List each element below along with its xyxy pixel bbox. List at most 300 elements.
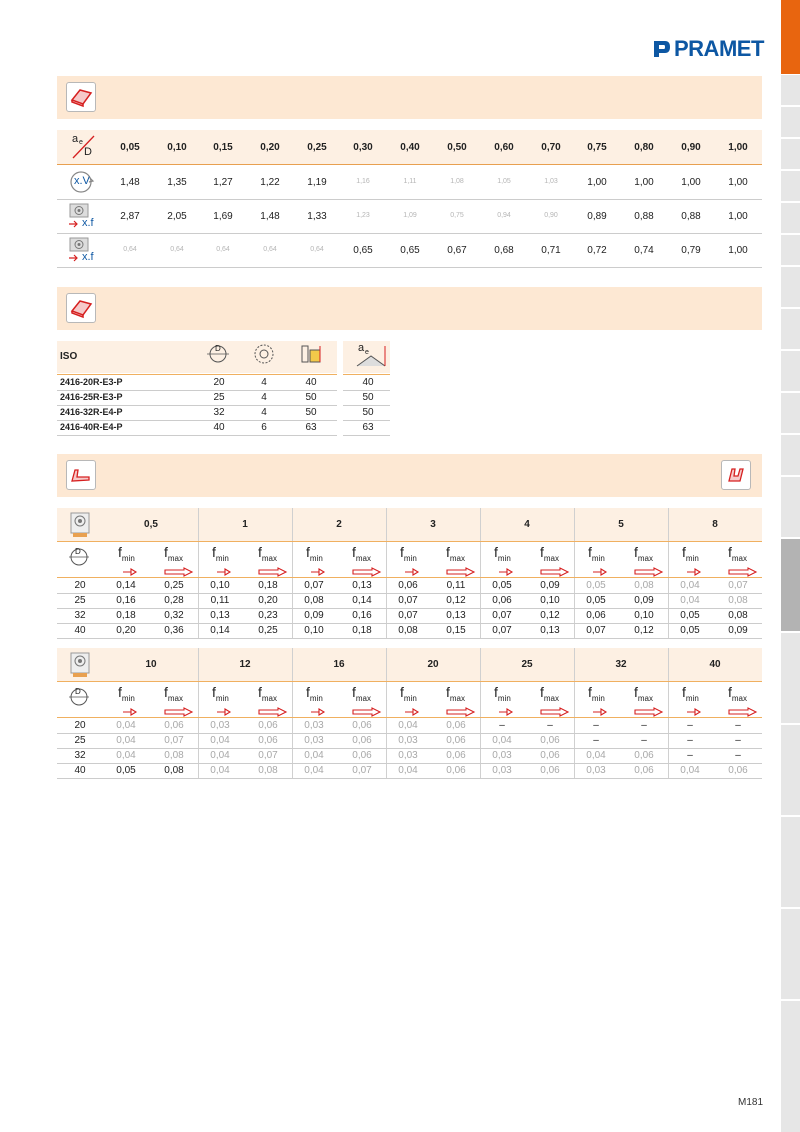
ae-icon-sub: e: [365, 349, 369, 356]
feed-value: 0,05: [116, 765, 136, 776]
table-cell: 0,88: [634, 211, 654, 222]
short-feed-arrow-icon: [309, 704, 327, 714]
depth-header: 1: [242, 519, 248, 530]
feed-value: –: [499, 720, 505, 731]
column-header: 0,20: [260, 142, 280, 153]
short-feed-arrow-icon: [685, 704, 703, 714]
f-symbol: f: [446, 684, 450, 700]
fmin-label: [306, 544, 323, 563]
depth-header: 5: [618, 519, 624, 530]
fmax-sub: max: [261, 553, 278, 563]
fmin-sub: min: [591, 553, 605, 563]
feed-value: –: [641, 735, 647, 746]
column-header: 0,70: [541, 142, 561, 153]
side-tab: [781, 1001, 800, 1132]
feed-value: 0,04: [304, 750, 324, 761]
feed-value: 0,08: [398, 625, 418, 636]
fmax-label: [634, 544, 653, 563]
fmin-label: [494, 544, 511, 563]
f-symbol: f: [728, 684, 732, 700]
brand-name: PRAMET: [674, 36, 764, 61]
table-cell: 1,11: [403, 178, 417, 185]
feed-value: 0,08: [164, 765, 184, 776]
feed-value: 0,07: [492, 610, 512, 621]
f-symbol: f: [588, 684, 592, 700]
feed-value: 0,10: [304, 625, 324, 636]
side-tab: [781, 633, 800, 723]
table-cell: 0,74: [634, 245, 654, 256]
row-divider: [57, 267, 762, 268]
side-tab-active: [781, 539, 800, 631]
diameter-value: 40: [74, 765, 86, 776]
depth-header: 40: [709, 659, 721, 670]
side-tab: [781, 351, 800, 391]
table-cell: 1,00: [681, 177, 701, 188]
feed-value: 0,04: [210, 765, 230, 776]
fmin-sub: min: [215, 693, 229, 703]
table-header-line: [57, 374, 337, 375]
feed-value: –: [641, 720, 647, 731]
feed-value: 0,16: [116, 595, 136, 606]
table-cell: 4: [261, 392, 267, 403]
diameter-value: 25: [74, 595, 86, 606]
f-symbol: f: [494, 544, 498, 560]
feed-value: 0,03: [586, 765, 606, 776]
feed-value: 0,04: [680, 765, 700, 776]
row-divider: [57, 748, 762, 749]
feed-value: 0,07: [586, 625, 606, 636]
fmin-sub: min: [497, 553, 511, 563]
feed-value: 0,06: [634, 750, 654, 761]
long-feed-arrow-icon: [634, 704, 664, 714]
feed-value: 0,25: [258, 625, 278, 636]
diameter-value: 32: [74, 610, 86, 621]
fmax-sub: max: [167, 693, 184, 703]
depth-header: 20: [427, 659, 439, 670]
fmax-sub: max: [355, 693, 372, 703]
material-plate-icon: [66, 293, 96, 323]
long-feed-arrow-icon: [258, 564, 288, 574]
page-number: M181: [738, 1097, 764, 1108]
feed-value: 0,07: [164, 735, 184, 746]
feed-value: 0,36: [164, 625, 184, 636]
table-cell: 0,72: [587, 245, 607, 256]
feed-value: 0,09: [304, 610, 324, 621]
short-feed-arrow-icon: [403, 564, 421, 574]
feed-value: 0,04: [116, 750, 136, 761]
table-cell: 0,64: [263, 246, 277, 253]
table-cell: 20: [213, 377, 225, 388]
long-feed-arrow-icon: [446, 704, 476, 714]
short-feed-arrow-icon: [121, 704, 139, 714]
feed-value: 0,18: [258, 580, 278, 591]
feed-value: 0,05: [680, 625, 700, 636]
depth-header: 2: [336, 519, 342, 530]
fmax-label: [728, 544, 747, 563]
depth-header: 0,5: [144, 519, 158, 530]
fmax-sub: max: [637, 553, 654, 563]
table-header-line: [57, 577, 762, 578]
iso-header: ISO: [60, 351, 78, 362]
feed-value: 0,11: [210, 595, 230, 606]
feed-value: 0,12: [634, 625, 654, 636]
long-feed-arrow-icon: [540, 704, 570, 714]
feed-value: 0,28: [164, 595, 184, 606]
feed-value: 0,05: [586, 580, 606, 591]
fmax-label: [540, 684, 559, 703]
column-divider: [574, 648, 575, 779]
feed-value: 0,04: [398, 720, 418, 731]
depth-header: 32: [615, 659, 627, 670]
short-feed-arrow-icon: [685, 564, 703, 574]
column-header: 0,15: [213, 142, 233, 153]
iso-code: 2416-25R-E3-P: [60, 392, 123, 402]
teeth-count-icon: [252, 343, 276, 365]
feed-value: –: [687, 750, 693, 761]
feed-value: 0,04: [492, 735, 512, 746]
table-cell: 40: [362, 377, 374, 388]
feed-value: 0,03: [492, 750, 512, 761]
table-cell: 63: [305, 422, 317, 433]
column-divider: [198, 508, 199, 639]
row-divider: [57, 405, 337, 406]
fmax-sub: max: [449, 693, 466, 703]
f-symbol: f: [682, 544, 686, 560]
row-divider: [57, 435, 337, 436]
section-band: [57, 287, 762, 330]
fmin-sub: min: [121, 693, 135, 703]
feed-value: 0,14: [352, 595, 372, 606]
short-feed-arrow-icon: [215, 564, 233, 574]
feed-value: 0,13: [446, 610, 466, 621]
row-divider: [57, 233, 762, 234]
fmax-label: [164, 684, 183, 703]
table-cell: 4: [261, 377, 267, 388]
fmin-sub: min: [215, 553, 229, 563]
column-divider: [574, 508, 575, 639]
side-tab: [781, 75, 800, 105]
diameter-value: 20: [74, 580, 86, 591]
feed-value: 0,15: [446, 625, 466, 636]
length-icon: [298, 342, 324, 366]
table-cell: 0,94: [497, 212, 511, 219]
short-feed-arrow-icon: [497, 564, 515, 574]
column-header: 0,80: [634, 142, 654, 153]
fmax-sub: max: [543, 693, 560, 703]
table-cell: 0,65: [353, 245, 373, 256]
f-symbol: f: [164, 544, 168, 560]
feed-value: 0,04: [210, 750, 230, 761]
fmax-sub: max: [449, 553, 466, 563]
feed-value: 0,25: [164, 580, 184, 591]
table-cell: 25: [213, 392, 225, 403]
table-cell: 0,64: [170, 246, 184, 253]
feed-value: 0,06: [586, 610, 606, 621]
fmin-label: [306, 684, 323, 703]
feed-value: 0,08: [728, 595, 748, 606]
side-tab: [781, 203, 800, 233]
fmax-sub: max: [637, 693, 654, 703]
feed-value: 0,06: [634, 765, 654, 776]
feed-value: 0,08: [728, 610, 748, 621]
table-cell: 1,19: [307, 177, 327, 188]
table-cell: 0,64: [310, 246, 324, 253]
long-feed-arrow-icon: [352, 564, 382, 574]
f-symbol: f: [352, 684, 356, 700]
depth-header: 4: [524, 519, 530, 530]
f-symbol: f: [634, 684, 638, 700]
column-header: 0,10: [167, 142, 187, 153]
feed-value: 0,12: [446, 595, 466, 606]
f-symbol: f: [728, 544, 732, 560]
table-cell: 2,87: [120, 211, 140, 222]
f-symbol: f: [634, 544, 638, 560]
table-cell: 0,90: [544, 212, 558, 219]
table-cell: 0,75: [450, 212, 464, 219]
row-divider: [57, 733, 762, 734]
feed-value: 0,18: [352, 625, 372, 636]
feed-value: 0,04: [680, 595, 700, 606]
workpiece-shoulder-icon: [66, 460, 96, 490]
fmax-label: [446, 544, 465, 563]
feed-value: 0,18: [116, 610, 136, 621]
short-feed-arrow-icon: [121, 564, 139, 574]
row-divider: [57, 763, 762, 764]
depth-header: 10: [145, 659, 157, 670]
diameter-value: 20: [74, 720, 86, 731]
feed-value: 0,32: [164, 610, 184, 621]
feed-value: 0,06: [352, 720, 372, 731]
table-cell: 1,08: [450, 178, 464, 185]
table-cell: 50: [305, 392, 317, 403]
slot-milling-icon: [721, 460, 751, 490]
fmax-label: [258, 684, 277, 703]
f-symbol: f: [540, 684, 544, 700]
feed-value: 0,23: [258, 610, 278, 621]
column-divider: [292, 648, 293, 779]
column-header: 0,60: [494, 142, 514, 153]
long-feed-arrow-icon: [164, 564, 194, 574]
f-symbol: f: [446, 544, 450, 560]
table-cell: 1,33: [307, 211, 327, 222]
feed-value: –: [687, 735, 693, 746]
short-feed-arrow-icon: [215, 704, 233, 714]
diameter-icon-label: D: [215, 344, 221, 353]
fmin-label: [494, 684, 511, 703]
feed-value: –: [735, 750, 741, 761]
feed-value: 0,04: [304, 765, 324, 776]
fmin-label: [588, 544, 605, 563]
feed-value: 0,06: [258, 720, 278, 731]
long-feed-arrow-icon: [728, 564, 758, 574]
feed-value: 0,03: [304, 720, 324, 731]
fmin-sub: min: [403, 553, 417, 563]
table-cell: 32: [213, 407, 225, 418]
f-symbol: f: [118, 544, 122, 560]
fmax-label: [728, 684, 747, 703]
long-feed-arrow-icon: [728, 704, 758, 714]
short-feed-arrow-icon: [591, 564, 609, 574]
column-divider: [480, 508, 481, 639]
table-header-line: [343, 374, 390, 375]
feed-value: 0,06: [258, 735, 278, 746]
table-cell: 1,03: [544, 178, 558, 185]
feed-value: 0,04: [210, 735, 230, 746]
fmax-label: [352, 544, 371, 563]
row-divider: [57, 420, 337, 421]
f-symbol: f: [306, 544, 310, 560]
side-tab: [781, 725, 800, 815]
column-header: 0,40: [400, 142, 420, 153]
table-cell: 40: [213, 422, 225, 433]
side-tab: [781, 139, 800, 169]
feed-value: 0,09: [540, 580, 560, 591]
feed-value: 0,06: [446, 735, 466, 746]
fmin-sub: min: [309, 693, 323, 703]
feed-value: 0,03: [398, 750, 418, 761]
feed-value: 0,09: [634, 595, 654, 606]
table-cell: 1,00: [728, 177, 748, 188]
feed-value: 0,06: [398, 580, 418, 591]
row-divider: [57, 390, 337, 391]
fmin-label: [682, 684, 699, 703]
column-divider: [668, 508, 669, 639]
f-symbol: f: [212, 684, 216, 700]
row-divider: [57, 623, 762, 624]
table-header-line: [57, 717, 762, 718]
feed-value: –: [593, 735, 599, 746]
feed-value: 0,06: [352, 750, 372, 761]
side-tab-accent: [781, 0, 800, 74]
diameter-value: 25: [74, 735, 86, 746]
feed-value: 0,04: [398, 765, 418, 776]
feed-value: 0,06: [352, 735, 372, 746]
feed-value: 0,07: [398, 610, 418, 621]
side-tab: [781, 435, 800, 475]
table-cell: 0,89: [587, 211, 607, 222]
feed-value: 0,08: [258, 765, 278, 776]
table-header-line: [57, 681, 762, 682]
feed-value: 0,09: [728, 625, 748, 636]
depth-header: 12: [239, 659, 251, 670]
feed-value: 0,07: [728, 580, 748, 591]
column-header: 0,50: [447, 142, 467, 153]
feed-value: –: [735, 720, 741, 731]
side-tab: [781, 107, 800, 137]
feed-value: 0,05: [586, 595, 606, 606]
diameter-value: 40: [74, 625, 86, 636]
feed-value: 0,13: [540, 625, 560, 636]
table-cell: 0,64: [216, 246, 230, 253]
fmin-sub: min: [121, 553, 135, 563]
table-cell: 2,05: [167, 211, 187, 222]
feed-value: 0,07: [352, 765, 372, 776]
row-divider: [57, 608, 762, 609]
side-tab: [781, 267, 800, 307]
table-cell: 4: [261, 407, 267, 418]
feed-value: 0,16: [352, 610, 372, 621]
feed-value: 0,20: [116, 625, 136, 636]
side-tab: [781, 171, 800, 201]
column-header: 0,90: [681, 142, 701, 153]
fmax-sub: max: [355, 553, 372, 563]
table-cell: 1,00: [587, 177, 607, 188]
row-divider: [57, 778, 762, 779]
feed-value: 0,06: [540, 765, 560, 776]
table-cell: 63: [362, 422, 374, 433]
pramet-logo-icon: [652, 39, 672, 59]
f-symbol: f: [682, 684, 686, 700]
table-cell: 1,69: [213, 211, 233, 222]
table-cell: 0,88: [681, 211, 701, 222]
feed-value: 0,04: [680, 580, 700, 591]
feed-value: 0,08: [304, 595, 324, 606]
table-cell: 1,27: [213, 177, 233, 188]
feed-value: 0,11: [446, 580, 466, 591]
fmax-sub: max: [261, 693, 278, 703]
feed-value: 0,03: [304, 735, 324, 746]
fmin-label: [682, 544, 699, 563]
table-cell: 6: [261, 422, 267, 433]
table-cell: 1,09: [403, 212, 417, 219]
long-feed-arrow-icon: [258, 704, 288, 714]
feed-value: 0,07: [304, 580, 324, 591]
row-divider: [343, 420, 390, 421]
f-symbol: f: [258, 544, 262, 560]
feed-value: 0,06: [446, 720, 466, 731]
f-symbol: f: [258, 684, 262, 700]
feed-value: 0,12: [540, 610, 560, 621]
fmax-label: [352, 684, 371, 703]
fmin-label: [400, 544, 417, 563]
table-cell: 50: [362, 392, 374, 403]
f-symbol: f: [494, 684, 498, 700]
table-cell: 0,67: [447, 245, 467, 256]
fmin-label: [588, 684, 605, 703]
column-divider: [668, 648, 669, 779]
f-symbol: f: [540, 544, 544, 560]
feed-value: 0,08: [164, 750, 184, 761]
row-divider: [343, 435, 390, 436]
row-label: x.f: [82, 217, 94, 229]
side-tab: [781, 817, 800, 907]
table-cell: 1,05: [497, 178, 511, 185]
feed-value: 0,06: [540, 735, 560, 746]
feed-value: 0,03: [210, 720, 230, 731]
row-divider: [57, 638, 762, 639]
fmin-label: [212, 684, 229, 703]
table-cell: 0,65: [400, 245, 420, 256]
feed-value: 0,10: [540, 595, 560, 606]
f-symbol: f: [588, 544, 592, 560]
table-cell: 1,16: [356, 178, 370, 185]
table-cell: 1,00: [634, 177, 654, 188]
long-feed-arrow-icon: [540, 564, 570, 574]
section-band: [57, 454, 762, 497]
table-cell: 1,48: [120, 177, 140, 188]
column-header: 0,75: [587, 142, 607, 153]
feed-value: 0,13: [352, 580, 372, 591]
fmax-sub: max: [167, 553, 184, 563]
feed-value: 0,04: [586, 750, 606, 761]
header-d-label: D: [84, 146, 92, 158]
table-cell: 50: [362, 407, 374, 418]
feed-value: 0,05: [492, 580, 512, 591]
long-feed-arrow-icon: [446, 564, 476, 574]
short-feed-arrow-icon: [309, 564, 327, 574]
f-symbol: f: [118, 684, 122, 700]
brand-logo: [652, 38, 764, 60]
